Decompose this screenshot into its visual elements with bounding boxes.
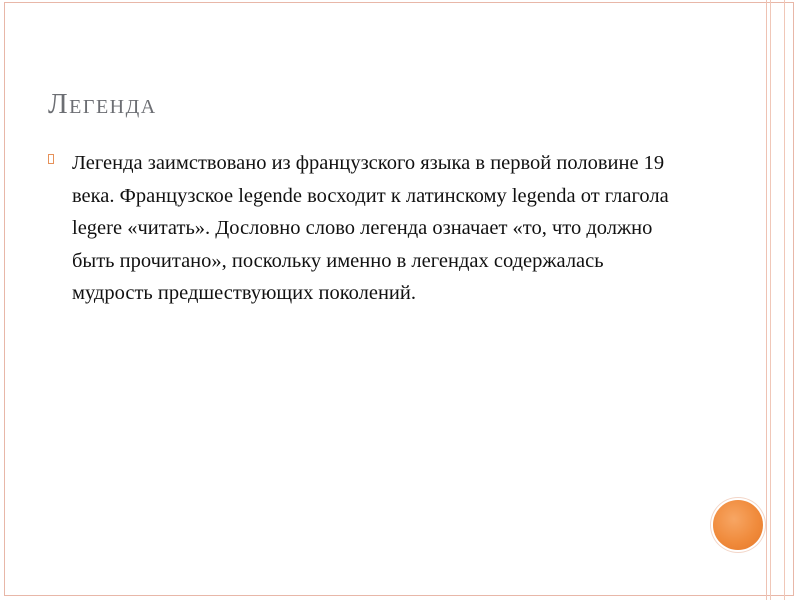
decorative-band-line: [784, 0, 785, 600]
hollow-square-bullet-icon: [48, 154, 54, 164]
slide-title: Легенда: [48, 88, 157, 120]
bullet-item: [48, 147, 688, 310]
decorative-band-line: [770, 0, 771, 600]
decorative-band-line: [766, 0, 767, 600]
bullet-text: Легенда заимствовано из французского языка в первой половине 19 века. Французское legende восходит к латинскому legenda от глагола legere «читать». Дословно слово легенда означает «то, что должно быть прочитано», поскольку именно в легендах содержалась мудрость предшествующих поколений.: [72, 152, 669, 304]
orange-circle-icon: [713, 500, 763, 550]
